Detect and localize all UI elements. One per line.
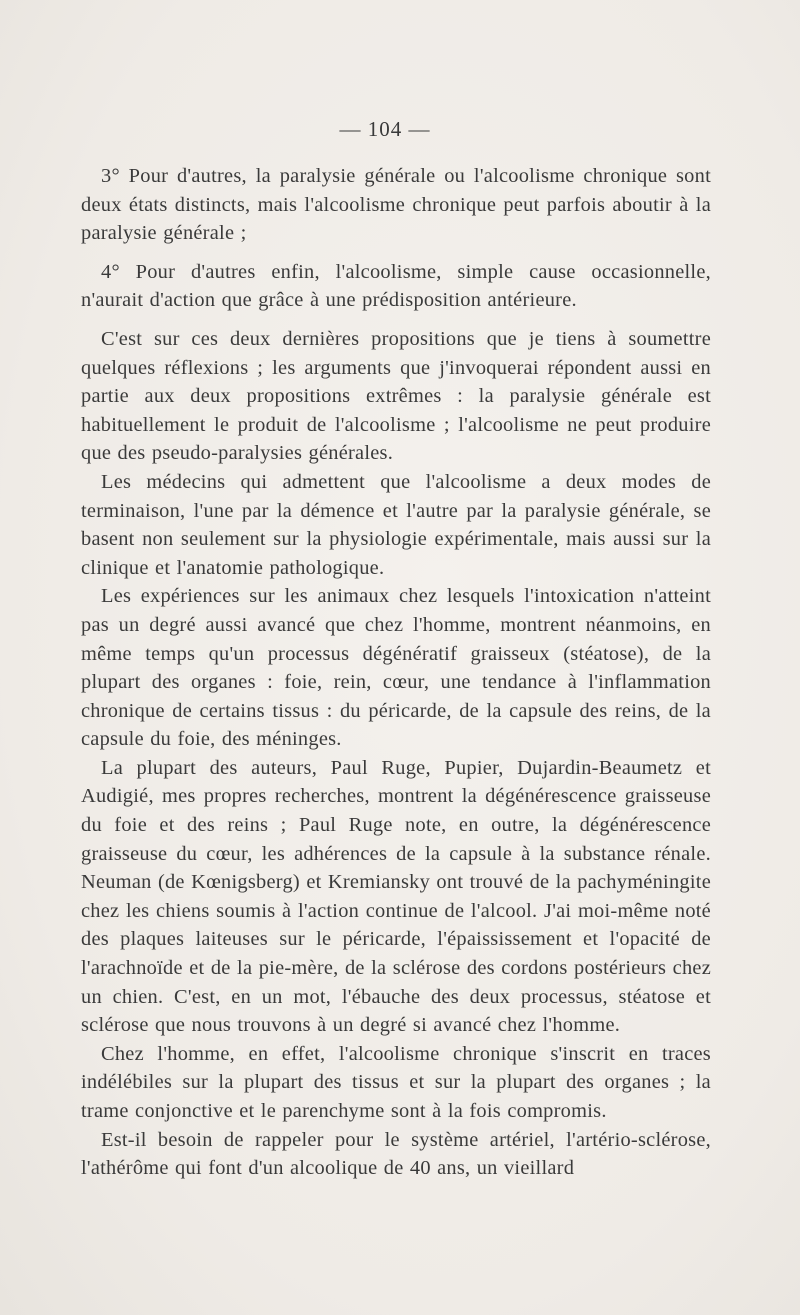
paragraph-5: Les expériences sur les animaux chez lesquels l'intoxication n'atteint pas un degré aussi avancé que chez l'homme, montrent néanmoins, en même temps qu'un processus dégénératif graisseux (stéatose), de la plupart des organes : foie, rein, cœur, une tendance à l'inflammation chronique de certains tissus : du péricarde, de la capsule des reins, de la capsule du foie, des méninges. [81, 585, 711, 751]
paragraph-1: 3° Pour d'autres, la paralysie générale ou l'alcoolisme chronique sont deux états distincts, mais l'alcoolisme chronique peut parfois aboutir à la paralysie générale ; [81, 165, 711, 245]
paragraph-6: La plupart des auteurs, Paul Ruge, Pupier, Dujardin-Beaumetz et Audigié, mes propres recherches, montrent la dégénérescence graisseuse du foie et des reins ; Paul Ruge note, en outre, la dégénérescence graisseuse du cœur, les adhérences de la capsule à la substance rénale. Neuman (de Kœnigsberg) et Kremiansky ont trouvé de la pachyméningite chez les chiens soumis à l'action continue de l'alcool. J'ai moi-même noté des plaques laiteuses sur le péricarde, l'épaississement et l'opacité de l'arachnoïde et de la pie-mère, de la sclérose des cordons postérieurs chez un chien. C'est, en un mot, l'ébauche des deux processus, stéatose et sclérose que nous trouvons à un degré si avancé chez l'homme. [81, 756, 711, 1037]
page-number: — 104 — [339, 117, 431, 141]
paragraph-7: Chez l'homme, en effet, l'alcoolisme chronique s'inscrit en traces indélébiles sur la plupart des tissus et sur la plupart des organes ; la trame conjonctive et le parenchyme sont à la fois compromis. [81, 1042, 711, 1122]
paragraph-4: Les médecins qui admettent que l'alcoolisme a deux modes de terminaison, l'une par la démence et l'autre par la paralysie générale, se basent non seulement sur la physiologie expérimentale, mais aussi sur la clinique et l'anatomie pathologique. [81, 470, 711, 579]
paragraph-3: C'est sur ces deux dernières propositions que je tiens à soumettre quelques réflexions ; les arguments que j'invoquerai répondent aussi en partie aux deux propositions extrêmes : la paralysie générale est habituellement le produit de l'alcoolisme ; l'alcoolisme ne peut produire que des pseudo-paralysies générales. [81, 327, 711, 465]
paragraph-8: Est-il besoin de rappeler pour le système artériel, l'artério-sclérose, l'athérôme qui font d'un alcoolique de 40 ans, un vieillard [81, 1128, 711, 1180]
body-text [81, 162, 711, 1183]
paragraph-2: 4° Pour d'autres enfin, l'alcoolisme, simple cause occasionnelle, n'aurait d'action que grâce à une prédisposition antérieure. [81, 260, 711, 312]
